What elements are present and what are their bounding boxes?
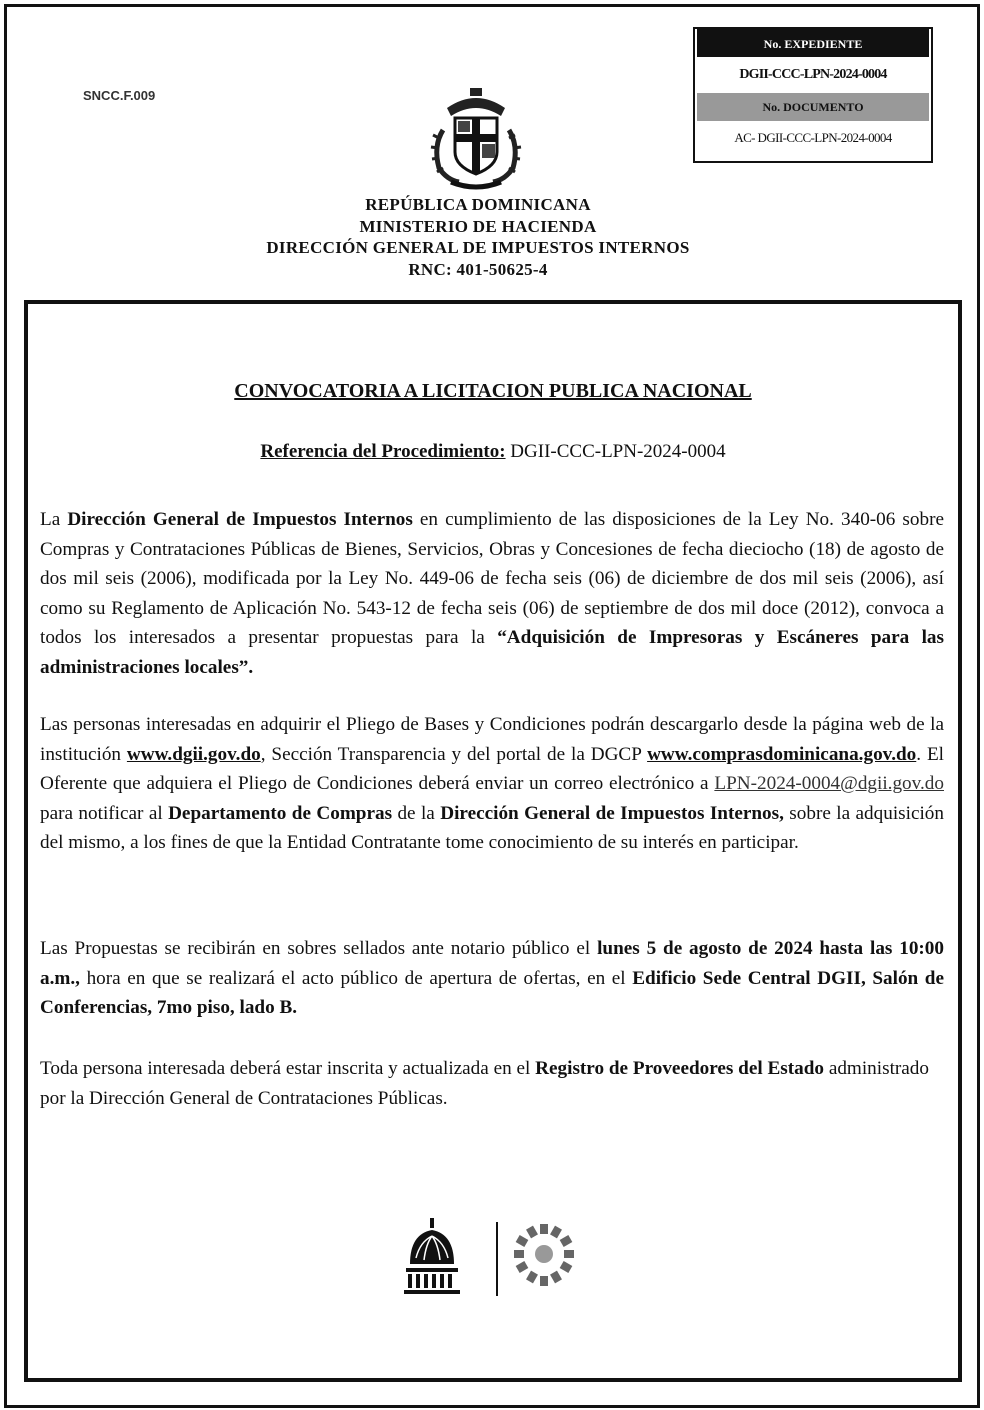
institution-header xyxy=(200,194,756,280)
p3-text-c: hora en que se realizará el acto público de apertura de ofertas, en el xyxy=(79,967,633,989)
p2-text-a: Las personas interesadas en adquirir el Pliego de Bases y Condiciones podrán descargarlo desde la página web de la institución xyxy=(40,714,944,765)
p1-text-c: en cumplimiento de las disposiciones de la Ley No. 340-06 sobre Compras y Contrataciones Públicas de Bienes, Servicios, Obras y Concesiones de fecha dieciocho (18) de agosto de dos mil seis (2006), modificada por la Ley No. 449-06 de fecha seis (06) de diciembre de dos mil seis (2006), así como su Reglamento de Aplicación No. 543-12 de fecha seis (06) de septiembre de dos mil doce (2012), convoca a todos los interesados a presentar propuestas para la xyxy=(40,509,944,649)
header-country: REPÚBLICA DOMINICANA xyxy=(365,195,591,214)
header-rnc: RNC: 401-50625-4 xyxy=(408,259,548,279)
dgii-website-link[interactable]: www.dgii.gov.do xyxy=(126,743,261,765)
expediente-value: DGII-CCC-LPN-2024-0004 xyxy=(739,67,887,82)
header-ministry: MINISTERIO DE HACIENDA xyxy=(359,216,597,236)
p2-text-d: para notificar al xyxy=(40,802,169,824)
dome-logo-icon xyxy=(404,1218,460,1294)
compras-portal-link[interactable]: www.comprasdominicana.gov.do xyxy=(647,743,917,765)
p3-deadline: lunes 5 de agosto de 2024 hasta las 10:00 a.m., xyxy=(40,938,944,989)
p1-acquisition-title: “Adquisición de Impresoras y Escáneres para las administraciones locales”. xyxy=(40,627,944,678)
p3-venue: Edificio Sede Central DGII, Salón de Conferencias, 7mo piso, lado B. xyxy=(40,967,944,1019)
p4-text-a: Toda persona interesada deberá estar inscrita y actualizada en el xyxy=(40,1058,536,1079)
notice-title: CONVOCATORIA A LICITACION PUBLICA NACIONAL xyxy=(234,380,752,402)
documento-value: AC- DGII-CCC-LPN-2024-0004 xyxy=(734,130,892,145)
coat-of-arms-icon xyxy=(425,86,527,190)
reference-value: DGII-CCC-LPN-2024-0004 xyxy=(510,441,726,462)
paragraph-1 xyxy=(40,505,944,683)
p2-text-c: . El Oferente que adquiera el Pliego de Condiciones deberá enviar un correo electrónico a xyxy=(40,743,944,795)
p2-text-b: , Sección Transparencia y del portal de la DGCP xyxy=(260,743,648,765)
p2-department: Departamento de Compras xyxy=(168,802,393,824)
p2-text-h: sobre la adquisición del mismo, a los fines de que la Entidad Contratante tome conocimiento de su interés en participar. xyxy=(40,802,944,854)
paragraph-2 xyxy=(40,710,944,858)
p4-text-c: administrado por la Dirección General de Contrataciones Públicas. xyxy=(40,1058,929,1109)
paragraph-4 xyxy=(40,1054,944,1113)
form-code: SNCC.F.009 xyxy=(83,88,156,103)
p2-institution: Dirección General de Impuestos Internos, xyxy=(440,802,784,824)
p1-institution: Dirección General de Impuestos Internos xyxy=(67,509,413,530)
p2-text-f: de la xyxy=(392,802,441,824)
reference-label: Referencia del Procedimiento: xyxy=(260,441,506,462)
dgii-sun-logo-icon xyxy=(514,1224,574,1286)
email-link[interactable]: LPN-2024-0004@dgii.gov.do xyxy=(714,773,944,795)
procedure-reference xyxy=(28,441,958,463)
p4-registry: Registro de Proveedores del Estado xyxy=(535,1058,825,1079)
notice-frame xyxy=(24,300,962,1382)
expediente-box xyxy=(693,27,933,163)
logo-divider xyxy=(496,1222,498,1296)
p1-text-a: La xyxy=(40,509,68,530)
p3-text-a: Las Propuestas se recibirán en sobres sellados ante notario público el xyxy=(40,938,598,959)
header-institution: DIRECCIÓN GENERAL DE IMPUESTOS INTERNOS xyxy=(266,238,690,257)
footer-logos xyxy=(404,1218,588,1298)
documento-label: No. DOCUMENTO xyxy=(697,93,929,121)
expediente-label: No. EXPEDIENTE xyxy=(697,29,929,57)
paragraph-3 xyxy=(40,934,944,1023)
